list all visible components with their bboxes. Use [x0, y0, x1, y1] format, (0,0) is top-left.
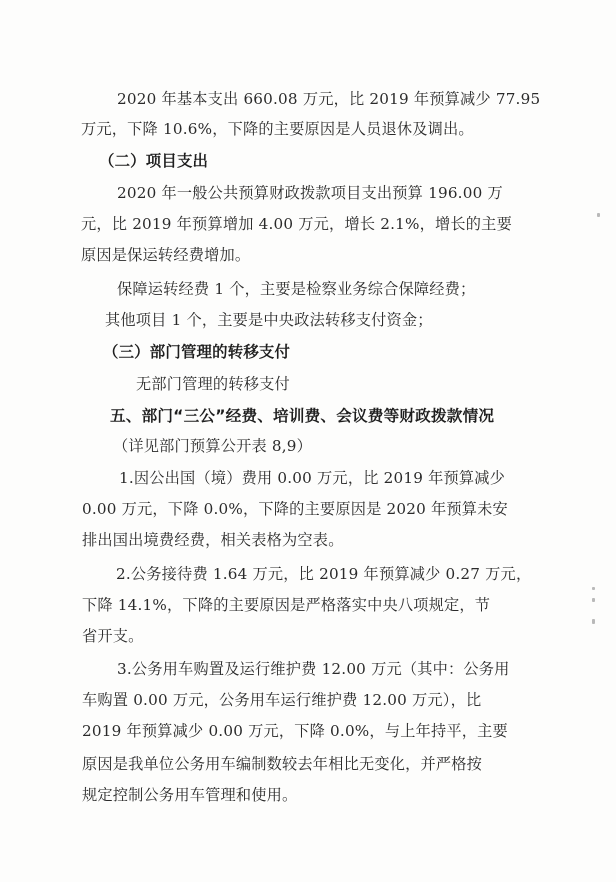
budget-text-line: 无部门管理的转移支付: [136, 375, 290, 393]
scan-mark: [592, 587, 595, 590]
budget-text-line: 规定控制公务用车管理和使用。: [82, 786, 298, 804]
budget-text-line: 原因是保运转经费增加。: [81, 246, 251, 264]
scan-mark: [592, 619, 595, 624]
budget-text-line: 2019 年预算减少 0.00 万元，下降 0.0%，与上年持平，主要: [82, 722, 508, 740]
budget-text-line: 保障运转经费 1 个，主要是检察业务综合保障经费；: [117, 280, 476, 298]
budget-text-line: 省开支。: [82, 627, 144, 645]
budget-text-line: 1.因公出国（境）费用 0.00 万元，比 2019 年预算减少: [119, 469, 506, 487]
budget-text-line: 2.公务接待费 1.64 万元，比 2019 年预算减少 0.27 万元，: [116, 565, 532, 583]
budget-text-line: 原因是我单位公务用车编制数较去年相比无变化，并严格按: [82, 755, 483, 773]
scan-mark: [597, 213, 600, 217]
section-heading-transfer-payments: （三）部门管理的转移支付: [103, 343, 291, 361]
budget-text-line: 0.00 万元，下降 0.0%，下降的主要原因是 2020 年预算未安: [82, 500, 508, 518]
budget-text-line: 排出国出境费经费，相关表格为空表。: [82, 531, 344, 549]
budget-text-line: （详见部门预算公开表 8,9）: [113, 437, 313, 455]
budget-text-line: 3.公务用车购置及运行维护费 12.00 万元（其中：公务用: [117, 660, 510, 678]
budget-text-line: 2020 年基本支出 660.08 万元，比 2019 年预算减少 77.95: [117, 90, 541, 108]
budget-text-line: 万元，下降 10.6%，下降的主要原因是人员退休及调出。: [81, 120, 474, 138]
scan-mark: [592, 598, 595, 602]
budget-text-line: 2020 年一般公共预算财政拨款项目支出预算 196.00 万: [117, 184, 503, 202]
budget-text-line: 车购置 0.00 万元，公务用车运行维护费 12.00 万元），比: [82, 691, 482, 709]
section-heading-project-expenditure: （二）项目支出: [99, 152, 209, 170]
budget-text-line: 其他项目 1 个，主要是中央政法转移支付资金；: [105, 311, 433, 329]
section-heading-three-public-expenses: 五、部门“三公”经费、培训费、会议费等财政拨款情况: [110, 407, 495, 425]
budget-text-line: 下降 14.1%，下降的主要原因是严格落实中央八项规定，节: [82, 596, 491, 614]
budget-text-line: 元，比 2019 年预算增加 4.00 万元，增长 2.1%，增长的主要: [81, 215, 512, 233]
